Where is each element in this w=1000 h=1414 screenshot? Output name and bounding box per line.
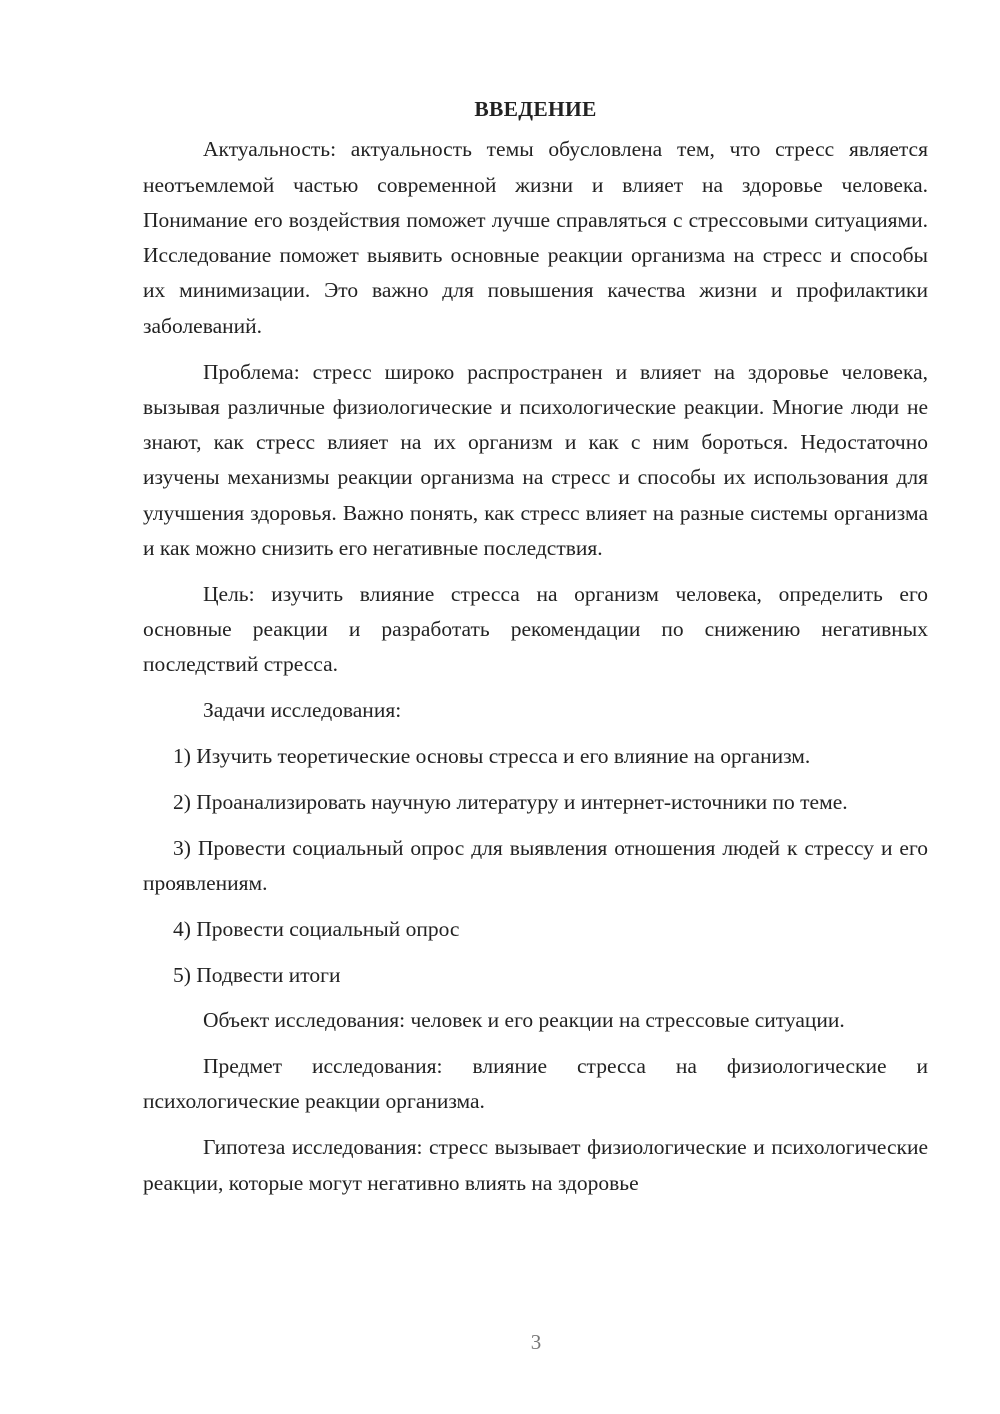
page-content [143, 92, 928, 1211]
task-item-3: 3) Провести социальный опрос для выявления отношения людей к стрессу и его проявлениям. [143, 835, 928, 895]
problem-paragraph: Проблема: стресс широко распространен и влияет на здоровье человека, вызывая различные физиологические и психологические реакции. Многие люди не знают, как стресс влияет на их организм и как с ним бороться. Недостаточно изучены механизмы реакции организма на стресс и способы их использования для улучшения здоровья. Важно понять, как стресс влияет на разные системы организма и как можно снизить его негативные последствия. [143, 359, 928, 561]
task-item-5: 5) Подвести итоги [173, 962, 341, 987]
goal-paragraph: Цель: изучить влияние стресса на организм человека, определить его основные реакции и разработать рекомендации по снижению негативных последствий стресса. [143, 581, 928, 677]
task-item-4: 4) Провести социальный опрос [173, 916, 460, 941]
tasks-heading: Задачи исследования: [203, 698, 402, 723]
relevance-paragraph: Актуальность: актуальность темы обусловлена тем, что стресс является неотъемлемой частью современной жизни и влияет на здоровье человека. Понимание его воздействия поможет лучше справляться с стрессовыми ситуациями. Исследование поможет выявить основные реакции организма на стресс и способы их минимизации. Это важно для повышения качества жизни и профилактики заболеваний. [143, 137, 928, 338]
subject-paragraph: Предмет исследования: влияние стресса на физиологические и психологические реакции организма. [143, 1054, 928, 1114]
page-number: 3 [530, 1330, 542, 1354]
task-item-2: 2) Проанализировать научную литературу и интернет-источники по теме. [173, 789, 848, 814]
hypothesis-paragraph: Гипотеза исследования: стресс вызывает физиологические и психологические реакции, которые могут негативно влиять на здоровье [143, 1135, 928, 1195]
object-paragraph: Объект исследования: человек и его реакции на стрессовые ситуации. [203, 1008, 845, 1033]
task-item-1: 1) Изучить теоретические основы стресса и его влияние на организм. [173, 744, 811, 769]
section-title: ВВЕДЕНИЕ [474, 97, 597, 121]
